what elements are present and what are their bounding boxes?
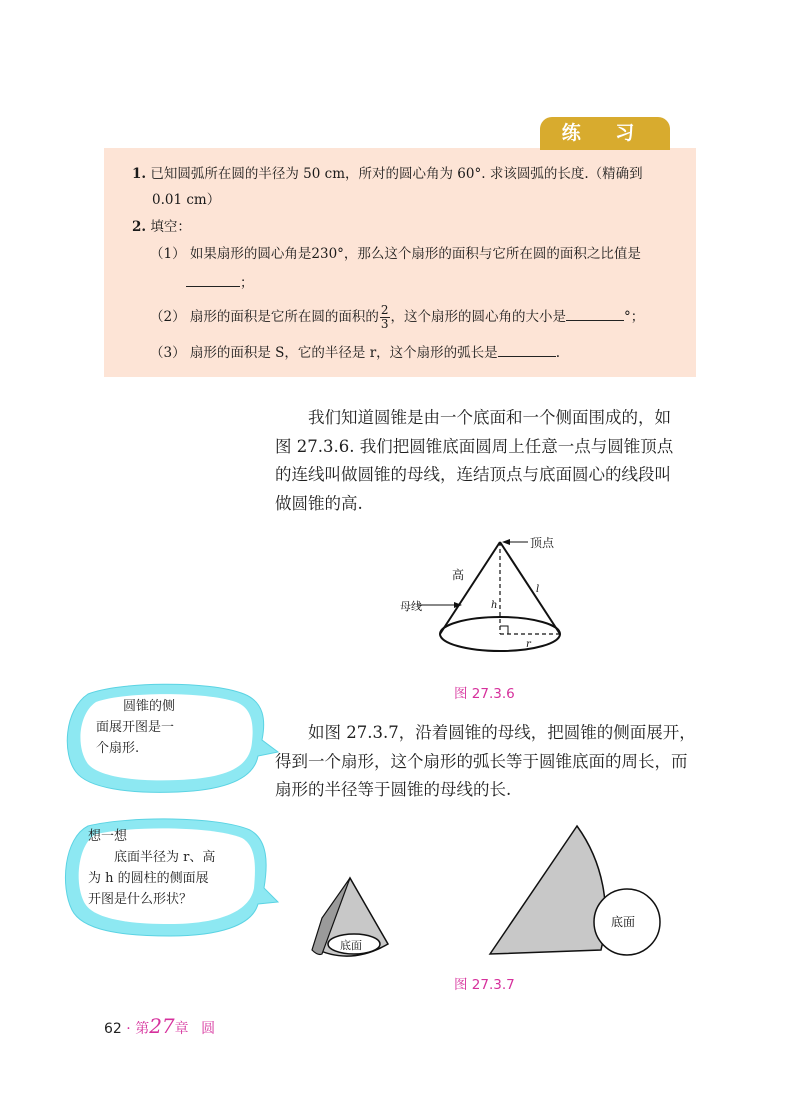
- q2-2-tail: °；: [624, 309, 645, 325]
- fraction-numerator: 2: [380, 303, 389, 317]
- q2-2-label: （2）: [150, 309, 186, 325]
- bubble2-line: 为 h 的圆柱的侧面展: [88, 871, 209, 886]
- para2-line: 得到一个扇形，这个扇形的弧长等于圆锥底面的周长，而: [275, 751, 688, 771]
- para1-line: 我们知道圆锥是由一个底面和一个侧面围成的，如: [308, 408, 671, 427]
- label-slant: 母线: [400, 600, 422, 613]
- label-base-right: 底面: [611, 915, 636, 929]
- q2-3-line: [150, 342, 560, 362]
- label-r: r: [526, 639, 531, 650]
- figure-caption-27-3-7: 图 27.3.7: [454, 977, 515, 993]
- figure-sector-and-base: [485, 822, 665, 962]
- q2-1-line1: [150, 245, 641, 263]
- para1-line: 的连线叫做圆锥的母线，连结顶点与底面圆心的线段叫: [275, 465, 671, 484]
- q2-2-post: ，这个扇形的圆心角的大小是: [390, 309, 567, 325]
- q2-2-blank[interactable]: [566, 306, 624, 321]
- figure-cone: [400, 530, 600, 675]
- bubble1-line: 面展开图是一: [96, 720, 175, 735]
- label-h: h: [491, 600, 498, 611]
- para1-line: 图 27.3.6. 我们把圆锥底面圆周上任意一点与圆锥顶点: [275, 436, 674, 456]
- paragraph-cone-definition: [275, 404, 705, 518]
- exercise-q2: [132, 218, 191, 236]
- para1-line: 做圆锥的高.: [275, 493, 363, 513]
- para2-line: 如图 27.3.7，沿着圆锥的母线，把圆锥的侧面展开，: [308, 723, 696, 742]
- label-base-left: 底面: [340, 939, 362, 952]
- bubble2-title: 想一想: [88, 829, 128, 844]
- q2-number: 2.: [132, 219, 147, 235]
- fraction-two-thirds: [380, 304, 390, 331]
- q2-2-line: [150, 304, 644, 331]
- q2-3-tail: .: [555, 345, 560, 361]
- fraction-denominator: 3: [380, 317, 389, 331]
- q2-1-text: 如果扇形的圆心角是230°，那么这个扇形的面积与它所在圆的面积之比值是: [189, 246, 641, 262]
- q2-1-blank[interactable]: [186, 272, 240, 287]
- chapter-number: 27: [149, 1014, 175, 1038]
- figure-caption-27-3-6: 图 27.3.6: [454, 686, 515, 702]
- chapter-prefix: 第: [135, 1021, 150, 1037]
- bubble2-line: 开图是什么形状？: [88, 892, 193, 907]
- footer-dot: ·: [126, 1021, 131, 1037]
- chapter-suffix: 章: [174, 1021, 189, 1037]
- label-height: 高: [452, 568, 465, 582]
- q1-text: 已知圆弧所在圆的半径为 50 cm，所对的圆心角为 60°. 求该圆弧的长度.（精确到: [150, 166, 643, 182]
- bubble2-text: [88, 826, 248, 910]
- para2-line: 扇形的半径等于圆锥的母线的长.: [275, 780, 512, 799]
- q2-2-pre: 扇形的面积是它所在圆的面积的: [189, 309, 379, 325]
- paragraph-cone-unfold: [275, 719, 705, 805]
- q2-label: 填空：: [150, 219, 191, 235]
- q1-number: 1.: [132, 166, 147, 182]
- unfolded-sector: [490, 826, 605, 954]
- label-l: l: [536, 584, 540, 595]
- q2-1-label: （1）: [150, 246, 186, 262]
- q2-3-text: 扇形的面积是 S，它的半径是 r，这个扇形的弧长是: [189, 345, 498, 361]
- figure-cone-unfolding: [300, 820, 400, 970]
- q2-3-blank[interactable]: [498, 342, 556, 357]
- page-footer: [104, 1014, 215, 1038]
- q2-1-line2: [186, 272, 254, 292]
- exercise-tab: 练 习: [540, 117, 670, 150]
- q1-text-line2: 0.01 cm）: [152, 192, 221, 208]
- bubble1-text: [96, 696, 236, 759]
- bubble2-line: 底面半径为 r、高: [114, 850, 216, 865]
- bubble1-line: 圆锥的侧: [123, 699, 176, 714]
- label-apex: 顶点: [530, 536, 555, 550]
- bubble1-line: 个扇形.: [96, 741, 140, 756]
- right-angle-mark: [500, 626, 508, 634]
- page-number: 62: [104, 1021, 122, 1037]
- chapter-title: 圆: [201, 1021, 216, 1037]
- apex-arrow-icon: [502, 539, 510, 545]
- q2-1-tail: ；: [240, 275, 254, 291]
- q2-3-label: （3）: [150, 345, 186, 361]
- exercise-q1-line1: [132, 165, 643, 183]
